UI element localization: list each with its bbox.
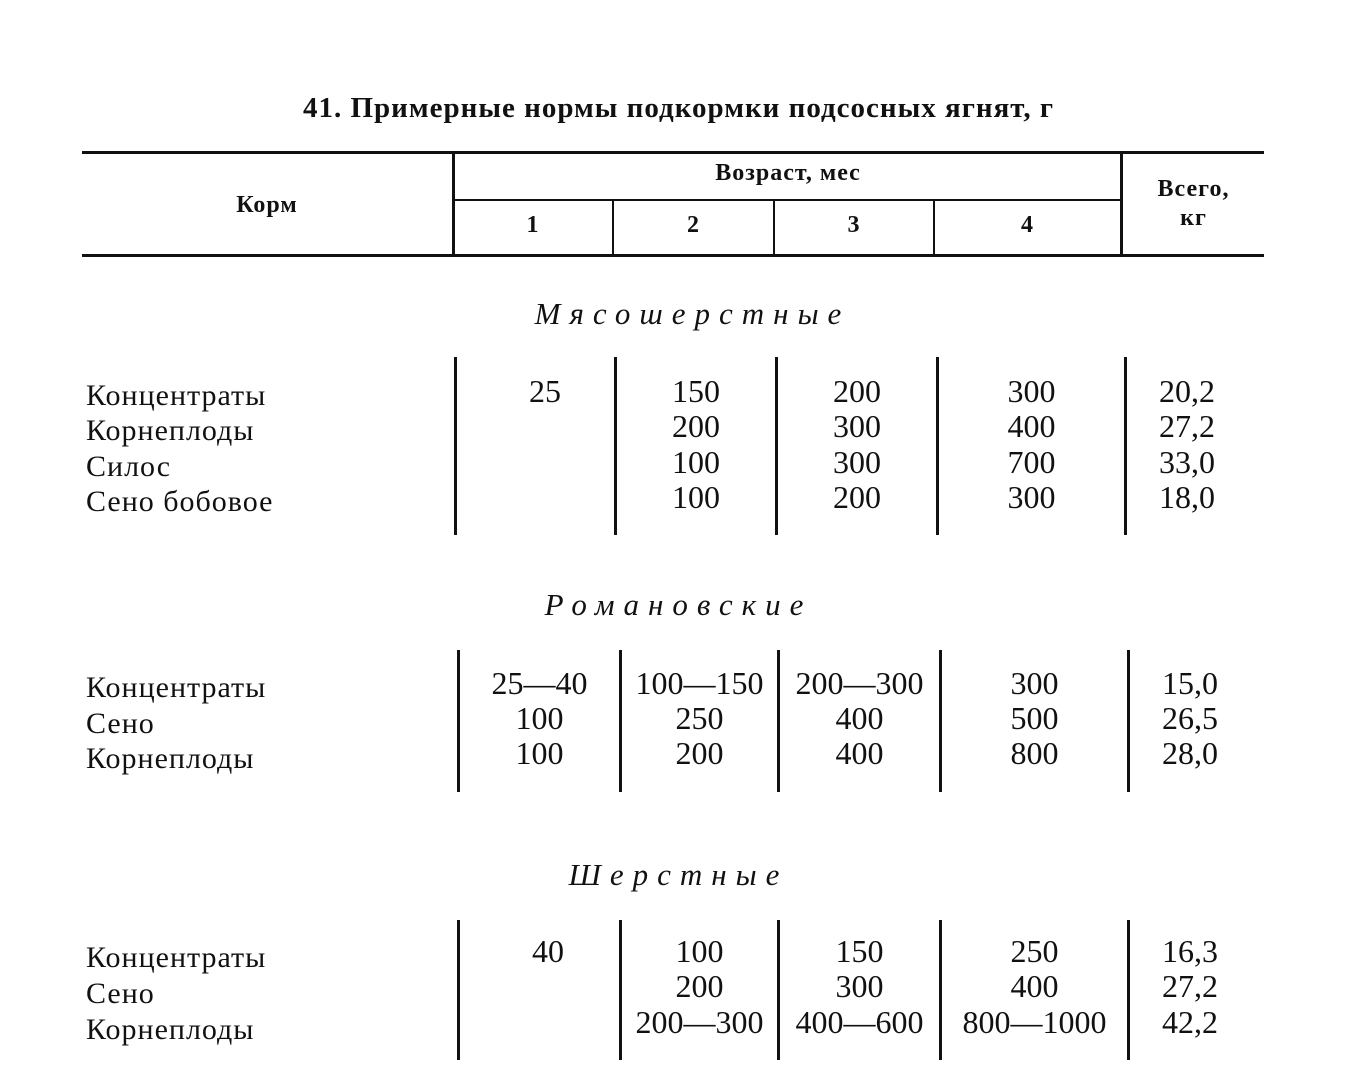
header-age: Возраст, мес bbox=[715, 160, 861, 186]
table-title: 41. Примерные нормы подкормки подсосных ягнят, г bbox=[302, 92, 1055, 124]
section2-row3-m3: 400 bbox=[835, 735, 884, 771]
section3-row2-total: 27,2 bbox=[1162, 968, 1218, 1004]
section2-row2-total: 26,5 bbox=[1162, 700, 1218, 736]
section1-row2-m2: 200 bbox=[672, 408, 720, 444]
section1-row1-m1: 25 bbox=[529, 373, 561, 409]
section3-row1-m2: 100 bbox=[675, 933, 724, 969]
section3-row2-m4: 400 bbox=[1010, 968, 1059, 1004]
section3-row2-m3: 300 bbox=[835, 968, 884, 1004]
section3-row2-m2: 200 bbox=[675, 968, 724, 1004]
section3-row3-feed: Корнеплоды bbox=[86, 1013, 255, 1046]
section3-row1-total: 16,3 bbox=[1162, 933, 1218, 969]
section2-row1-m3: 200—300 bbox=[795, 665, 924, 701]
section3-row3-total: 42,2 bbox=[1162, 1004, 1218, 1040]
section1-row1-m3: 200 bbox=[833, 373, 881, 409]
section2-row1-total: 15,0 bbox=[1162, 665, 1218, 701]
header-month-3: 3 bbox=[847, 212, 861, 238]
section1-row2-feed: Корнеплоды bbox=[86, 414, 255, 447]
section1-row3-feed: Силос bbox=[86, 450, 172, 483]
section2-row3-m4: 800 bbox=[1010, 735, 1059, 771]
section2-row2-m3: 400 bbox=[835, 700, 884, 736]
section3-row3-m3: 400—600 bbox=[795, 1004, 924, 1040]
section1-row4-feed: Сено бобовое bbox=[86, 485, 274, 518]
header-top-rule bbox=[82, 151, 1264, 154]
header-month-1: 1 bbox=[526, 212, 540, 238]
header-total: Всего, кг bbox=[1157, 176, 1230, 231]
section1-row1-total: 20,2 bbox=[1159, 373, 1215, 409]
section3-row3-m4: 800—1000 bbox=[962, 1004, 1107, 1040]
section2-row3-m2: 200 bbox=[675, 735, 724, 771]
section1-row2-m4: 400 bbox=[1007, 408, 1056, 444]
header-month-2: 2 bbox=[687, 212, 700, 238]
section2-row2-m4: 500 bbox=[1010, 700, 1059, 736]
header-bottom-rule bbox=[82, 254, 1264, 257]
section-title-2: Романовские bbox=[544, 587, 813, 622]
section3-row1-m4: 250 bbox=[1010, 933, 1059, 969]
section1-row1-feed: Концентраты bbox=[86, 379, 267, 412]
section1-row3-total: 33,0 bbox=[1159, 444, 1215, 480]
section2-row2-m2: 250 bbox=[675, 700, 724, 736]
section2-row3-feed: Корнеплоды bbox=[86, 742, 255, 775]
header-month-4: 4 bbox=[1021, 212, 1034, 238]
section2-row2-feed: Сено bbox=[86, 707, 155, 740]
section2-row1-m4: 300 bbox=[1010, 665, 1059, 701]
section1-row3-m2: 100 bbox=[672, 444, 720, 480]
section-title-3: Шерстные bbox=[568, 857, 789, 892]
section2-row1-m1: 25—40 bbox=[491, 665, 588, 701]
section1-row1-m2: 150 bbox=[672, 373, 720, 409]
section2-row1-feed: Концентраты bbox=[86, 671, 267, 704]
section1-row4-m3: 200 bbox=[833, 479, 881, 515]
section2-row1-m2: 100—150 bbox=[635, 665, 764, 701]
section2-row3-total: 28,0 bbox=[1162, 735, 1218, 771]
section1-row4-total: 18,0 bbox=[1159, 479, 1215, 515]
section1-row1-m4: 300 bbox=[1007, 373, 1056, 409]
section1-row3-m3: 300 bbox=[833, 444, 881, 480]
section-title-1: Мясошерстные bbox=[534, 296, 851, 331]
section1-row4-m2: 100 bbox=[672, 479, 720, 515]
section1-row3-m4: 700 bbox=[1007, 444, 1056, 480]
section2-row3-m1: 100 bbox=[515, 735, 564, 771]
section3-row3-m2: 200—300 bbox=[635, 1004, 764, 1040]
section1-row4-m4: 300 bbox=[1007, 479, 1056, 515]
header-feed: Корм bbox=[236, 192, 298, 218]
section2-row2-m1: 100 bbox=[515, 700, 564, 736]
section3-row2-feed: Сено bbox=[86, 977, 155, 1010]
section3-row1-m1: 40 bbox=[532, 933, 564, 969]
section1-row2-m3: 300 bbox=[833, 408, 881, 444]
section3-row1-feed: Концентраты bbox=[86, 941, 267, 974]
section3-row1-m3: 150 bbox=[835, 933, 884, 969]
section1-row2-total: 27,2 bbox=[1159, 408, 1215, 444]
age-subheader-rule bbox=[454, 199, 1122, 201]
